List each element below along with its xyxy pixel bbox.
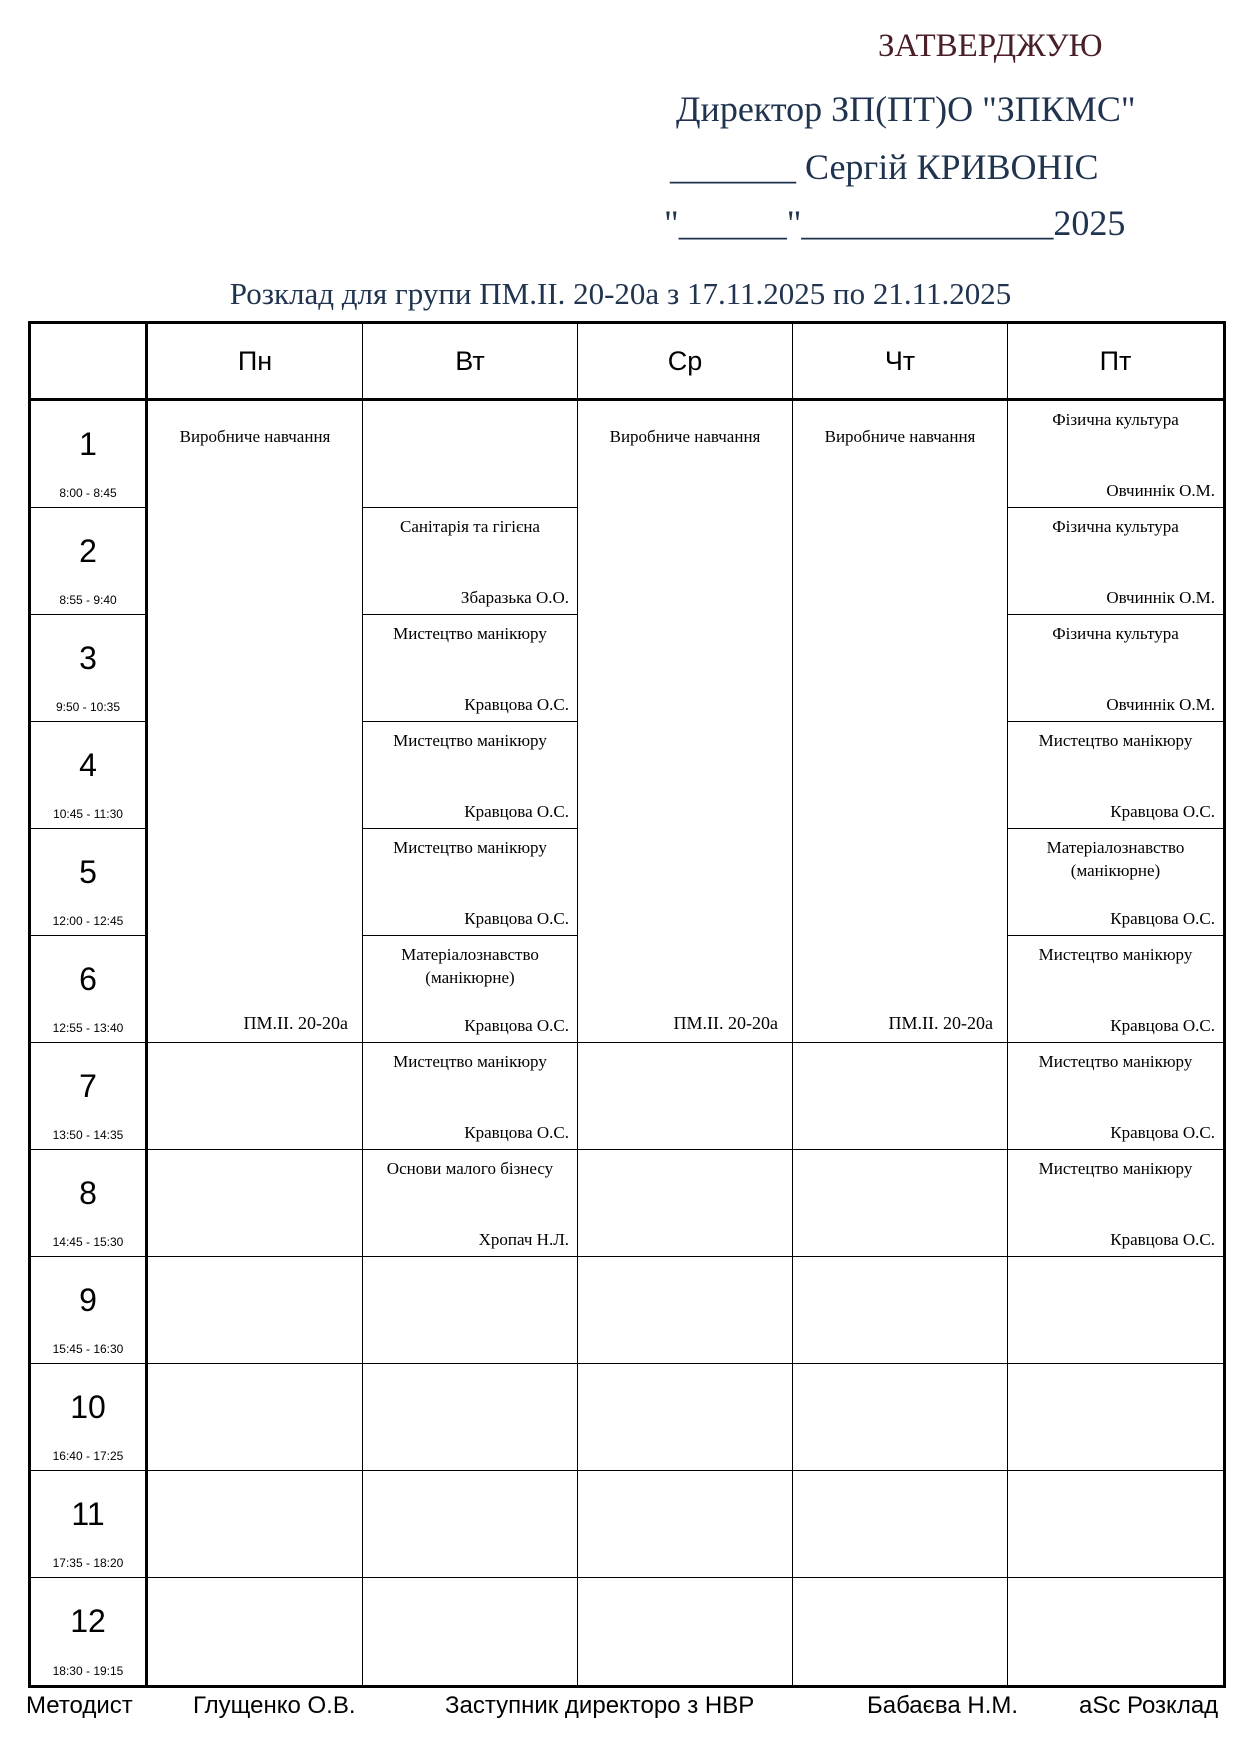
empty-cell-wed-p10 (578, 1364, 793, 1471)
empty-cell-thu-p9 (793, 1257, 1008, 1364)
empty-cell-thu-p10 (793, 1364, 1008, 1471)
empty-cell-tue-p1 (363, 401, 578, 508)
empty-cell-wed-p12 (578, 1578, 793, 1685)
lesson-group: ПМ.ІІ. 20-20а (888, 1013, 993, 1033)
period-number: 5 (79, 853, 97, 890)
empty-cell-fri-p12 (1008, 1578, 1223, 1685)
empty-cell-mon-p8 (148, 1150, 363, 1257)
lesson-teacher: Кравцова О.С. (464, 909, 569, 928)
empty-cell-tue-p9 (363, 1257, 578, 1364)
empty-cell-mon-p12 (148, 1578, 363, 1685)
period-time: 8:00 - 8:45 (59, 486, 117, 500)
lesson-teacher: Овчиннік О.М. (1106, 695, 1215, 714)
lesson-subject: Мистецтво манікюру (393, 624, 547, 643)
period-number: 12 (70, 1603, 106, 1639)
lesson-teacher: Збаразька О.О. (460, 588, 569, 607)
lesson-teacher: Кравцова О.С. (464, 695, 569, 714)
period-time: 13:50 - 14:35 (52, 1128, 124, 1142)
lesson-mon-practice (148, 401, 363, 1043)
day-header-fri: Пт (1008, 324, 1223, 401)
day-header-mon: Пн (148, 324, 363, 401)
lesson-teacher: Кравцова О.С. (464, 802, 569, 821)
lesson-subject: Мистецтво манікюру (1038, 1052, 1193, 1071)
lesson-subject: Мистецтво манікюру (393, 1052, 547, 1071)
lesson-subject: Мистецтво манікюру (1038, 1159, 1193, 1178)
empty-cell-fri-p11 (1008, 1471, 1223, 1578)
lesson-subject: Фізична культура (1052, 517, 1179, 536)
day-header-wed: Ср (578, 324, 793, 401)
lesson-teacher: Кравцова О.С. (1110, 802, 1215, 821)
period-cell-8 (31, 1150, 148, 1257)
lesson-teacher: Кравцова О.С. (1110, 1230, 1215, 1249)
lesson-teacher: Кравцова О.С. (464, 1123, 569, 1142)
empty-cell-mon-p10 (148, 1364, 363, 1471)
approval-signature-line: _______ Сергій КРИВОНІС (670, 147, 1099, 187)
empty-cell-thu-p8 (793, 1150, 1008, 1257)
period-time: 16:40 - 17:25 (52, 1449, 124, 1463)
period-cell-7 (31, 1043, 148, 1150)
lesson-tue-p2 (363, 508, 578, 615)
footer-name-methodist: Глущенко О.В. (193, 1692, 356, 1719)
period-cell-9 (31, 1257, 148, 1364)
lesson-fri-p6 (1008, 936, 1223, 1043)
page-title: Розклад для групи ПМ.ІІ. 20-20а з 17.11.2025 по 21.11.2025 (229, 276, 1012, 311)
period-cell-6 (31, 936, 148, 1043)
footer-role-methodist: Методист (26, 1692, 133, 1719)
lesson-fri-p5 (1008, 829, 1223, 936)
lesson-tue-p4 (363, 722, 578, 829)
lesson-subject: Виробниче навчання (609, 427, 761, 446)
empty-cell-fri-p10 (1008, 1364, 1223, 1471)
period-number: 1 (79, 425, 97, 462)
period-number: 8 (79, 1174, 97, 1211)
lesson-fri-p8 (1008, 1150, 1223, 1257)
lesson-subject: Фізична культура (1052, 410, 1179, 429)
empty-cell-mon-p7 (148, 1043, 363, 1150)
lesson-teacher: Хропач Н.Л. (478, 1230, 569, 1249)
period-number: 6 (79, 960, 97, 997)
empty-cell-mon-p9 (148, 1257, 363, 1364)
lesson-fri-p3 (1008, 615, 1223, 722)
period-number: 4 (79, 746, 97, 783)
period-cell-12 (31, 1578, 148, 1685)
lesson-subject: Мистецтво манікюру (1038, 945, 1193, 964)
lesson-teacher: Кравцова О.С. (464, 1016, 569, 1035)
period-number: 7 (79, 1067, 97, 1104)
corner-cell (31, 324, 148, 401)
period-time: 18:30 - 19:15 (52, 1664, 124, 1678)
footer-role-deputy-director: Заступник директоро з НВР (445, 1692, 755, 1719)
empty-cell-thu-p11 (793, 1471, 1008, 1578)
schedule-table (28, 321, 1226, 1688)
empty-cell-tue-p12 (363, 1578, 578, 1685)
lesson-tue-p6 (363, 936, 578, 1043)
empty-cell-wed-p8 (578, 1150, 793, 1257)
period-number: 10 (70, 1388, 106, 1425)
period-number: 9 (79, 1281, 97, 1318)
period-time: 15:45 - 16:30 (52, 1342, 124, 1356)
lesson-subject: Матеріалознавство (манікюрне) (1046, 838, 1185, 880)
period-time: 8:55 - 9:40 (59, 593, 117, 607)
empty-cell-thu-p7 (793, 1043, 1008, 1150)
period-cell-10 (31, 1364, 148, 1471)
lesson-thu-practice (793, 401, 1008, 1043)
period-cell-3 (31, 615, 148, 722)
lesson-subject: Мистецтво манікюру (393, 731, 547, 750)
lesson-subject: Матеріалознавство (манікюрне) (401, 945, 539, 987)
lesson-subject: Основи малого бізнесу (386, 1159, 554, 1178)
period-time: 17:35 - 18:20 (52, 1556, 124, 1570)
approval-date-line: "______"______________2025 (664, 203, 1126, 243)
lesson-tue-p7 (363, 1043, 578, 1150)
lesson-fri-p2 (1008, 508, 1223, 615)
footer-brand-asc: aSc Розклад (1079, 1692, 1219, 1719)
empty-cell-wed-p11 (578, 1471, 793, 1578)
empty-cell-wed-p7 (578, 1043, 793, 1150)
approval-director-line: Директор ЗП(ПТ)О "ЗПКМС" (676, 89, 1136, 129)
lesson-tue-p3 (363, 615, 578, 722)
lesson-fri-p4 (1008, 722, 1223, 829)
lesson-group: ПМ.ІІ. 20-20а (673, 1013, 778, 1033)
lesson-group: ПМ.ІІ. 20-20а (243, 1013, 348, 1033)
lesson-subject: Мистецтво манікюру (393, 838, 547, 857)
lesson-subject: Санітарія та гігієна (400, 517, 540, 536)
lesson-fri-p7 (1008, 1043, 1223, 1150)
day-header-tue: Вт (363, 324, 578, 401)
empty-cell-mon-p11 (148, 1471, 363, 1578)
lesson-tue-p5 (363, 829, 578, 936)
lesson-tue-p8 (363, 1150, 578, 1257)
lesson-subject: Виробниче навчання (179, 427, 331, 446)
period-time: 12:00 - 12:45 (52, 914, 124, 928)
footer-name-deputy-director: Бабаєва Н.М. (867, 1692, 1019, 1719)
period-cell-1 (31, 401, 148, 508)
period-number: 2 (79, 532, 97, 569)
period-number: 11 (71, 1495, 105, 1532)
lesson-wed-practice (578, 401, 793, 1043)
empty-cell-thu-p12 (793, 1578, 1008, 1685)
lesson-teacher: Кравцова О.С. (1110, 909, 1215, 928)
lesson-teacher: Кравцова О.С. (1110, 1016, 1215, 1035)
approval-stamp: ЗАТВЕРДЖУЮ (878, 28, 1103, 64)
period-number: 3 (79, 639, 97, 676)
lesson-teacher: Овчиннік О.М. (1106, 588, 1215, 607)
lesson-subject: Фізична культура (1052, 624, 1179, 643)
lesson-subject: Виробниче навчання (824, 427, 976, 446)
lesson-teacher: Овчиннік О.М. (1106, 481, 1215, 500)
period-time: 9:50 - 10:35 (55, 700, 121, 714)
period-time: 14:45 - 15:30 (52, 1235, 124, 1249)
day-header-thu: Чт (793, 324, 1008, 401)
lesson-teacher: Кравцова О.С. (1110, 1123, 1215, 1142)
empty-cell-tue-p10 (363, 1364, 578, 1471)
period-cell-5 (31, 829, 148, 936)
empty-cell-tue-p11 (363, 1471, 578, 1578)
lesson-fri-p1 (1008, 401, 1223, 508)
empty-cell-wed-p9 (578, 1257, 793, 1364)
period-cell-4 (31, 722, 148, 829)
period-time: 12:55 - 13:40 (52, 1021, 124, 1035)
period-cell-2 (31, 508, 148, 615)
lesson-subject: Мистецтво манікюру (1038, 731, 1193, 750)
period-time: 10:45 - 11:30 (53, 807, 123, 821)
empty-cell-fri-p9 (1008, 1257, 1223, 1364)
period-cell-11 (31, 1471, 148, 1578)
